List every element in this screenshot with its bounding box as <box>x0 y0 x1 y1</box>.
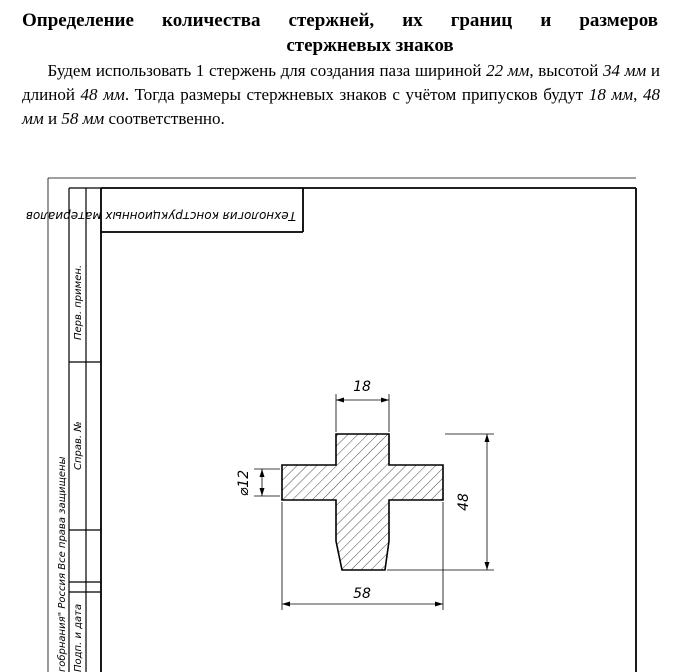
para-print-3-value: 58 мм <box>61 109 105 128</box>
stamp-title-text: Технология конструкционных материалов <box>25 209 296 223</box>
side-label-podp-data: Подп. и дата <box>73 603 84 672</box>
dim-bottom-label: 58 <box>353 586 371 602</box>
para-text-7: соответственно. <box>104 109 225 128</box>
heading-line-1: Определение количества стержней, их границ и размеров <box>22 10 658 31</box>
para-length-value: 48 мм <box>80 85 125 104</box>
para-print-2-value: 48 мм <box>22 85 660 128</box>
sheet-frame <box>48 178 636 672</box>
heading-line-2: стержневых знаков <box>286 35 454 56</box>
para-print-1-value: 18 мм <box>588 85 634 104</box>
para-height-value: 34 мм <box>602 61 647 80</box>
dim-left-label: ⌀12 <box>236 469 252 497</box>
para-text-5: , <box>633 85 643 104</box>
para-text-6: и <box>43 109 62 128</box>
para-text-4: . Тогда размеры стержневых знаков с учётом припусков будут <box>124 85 589 104</box>
para-width-value: 22 мм <box>486 61 530 80</box>
dim-top-label: 18 <box>353 379 371 395</box>
para-text-3: и длиной <box>22 61 660 104</box>
para-text-2: , высотой <box>529 61 603 80</box>
side-label-sprav: Справ. № <box>73 421 84 470</box>
dim-right-label: 48 <box>456 493 472 511</box>
para-text-1: Будем использовать 1 стержень для создания паза шириной <box>47 61 487 80</box>
core-section <box>282 434 443 570</box>
side-label-perv-primen: Перв. примен. <box>73 264 84 340</box>
side-label-rights: гобрнания" Россия Все права защищены <box>57 456 68 672</box>
